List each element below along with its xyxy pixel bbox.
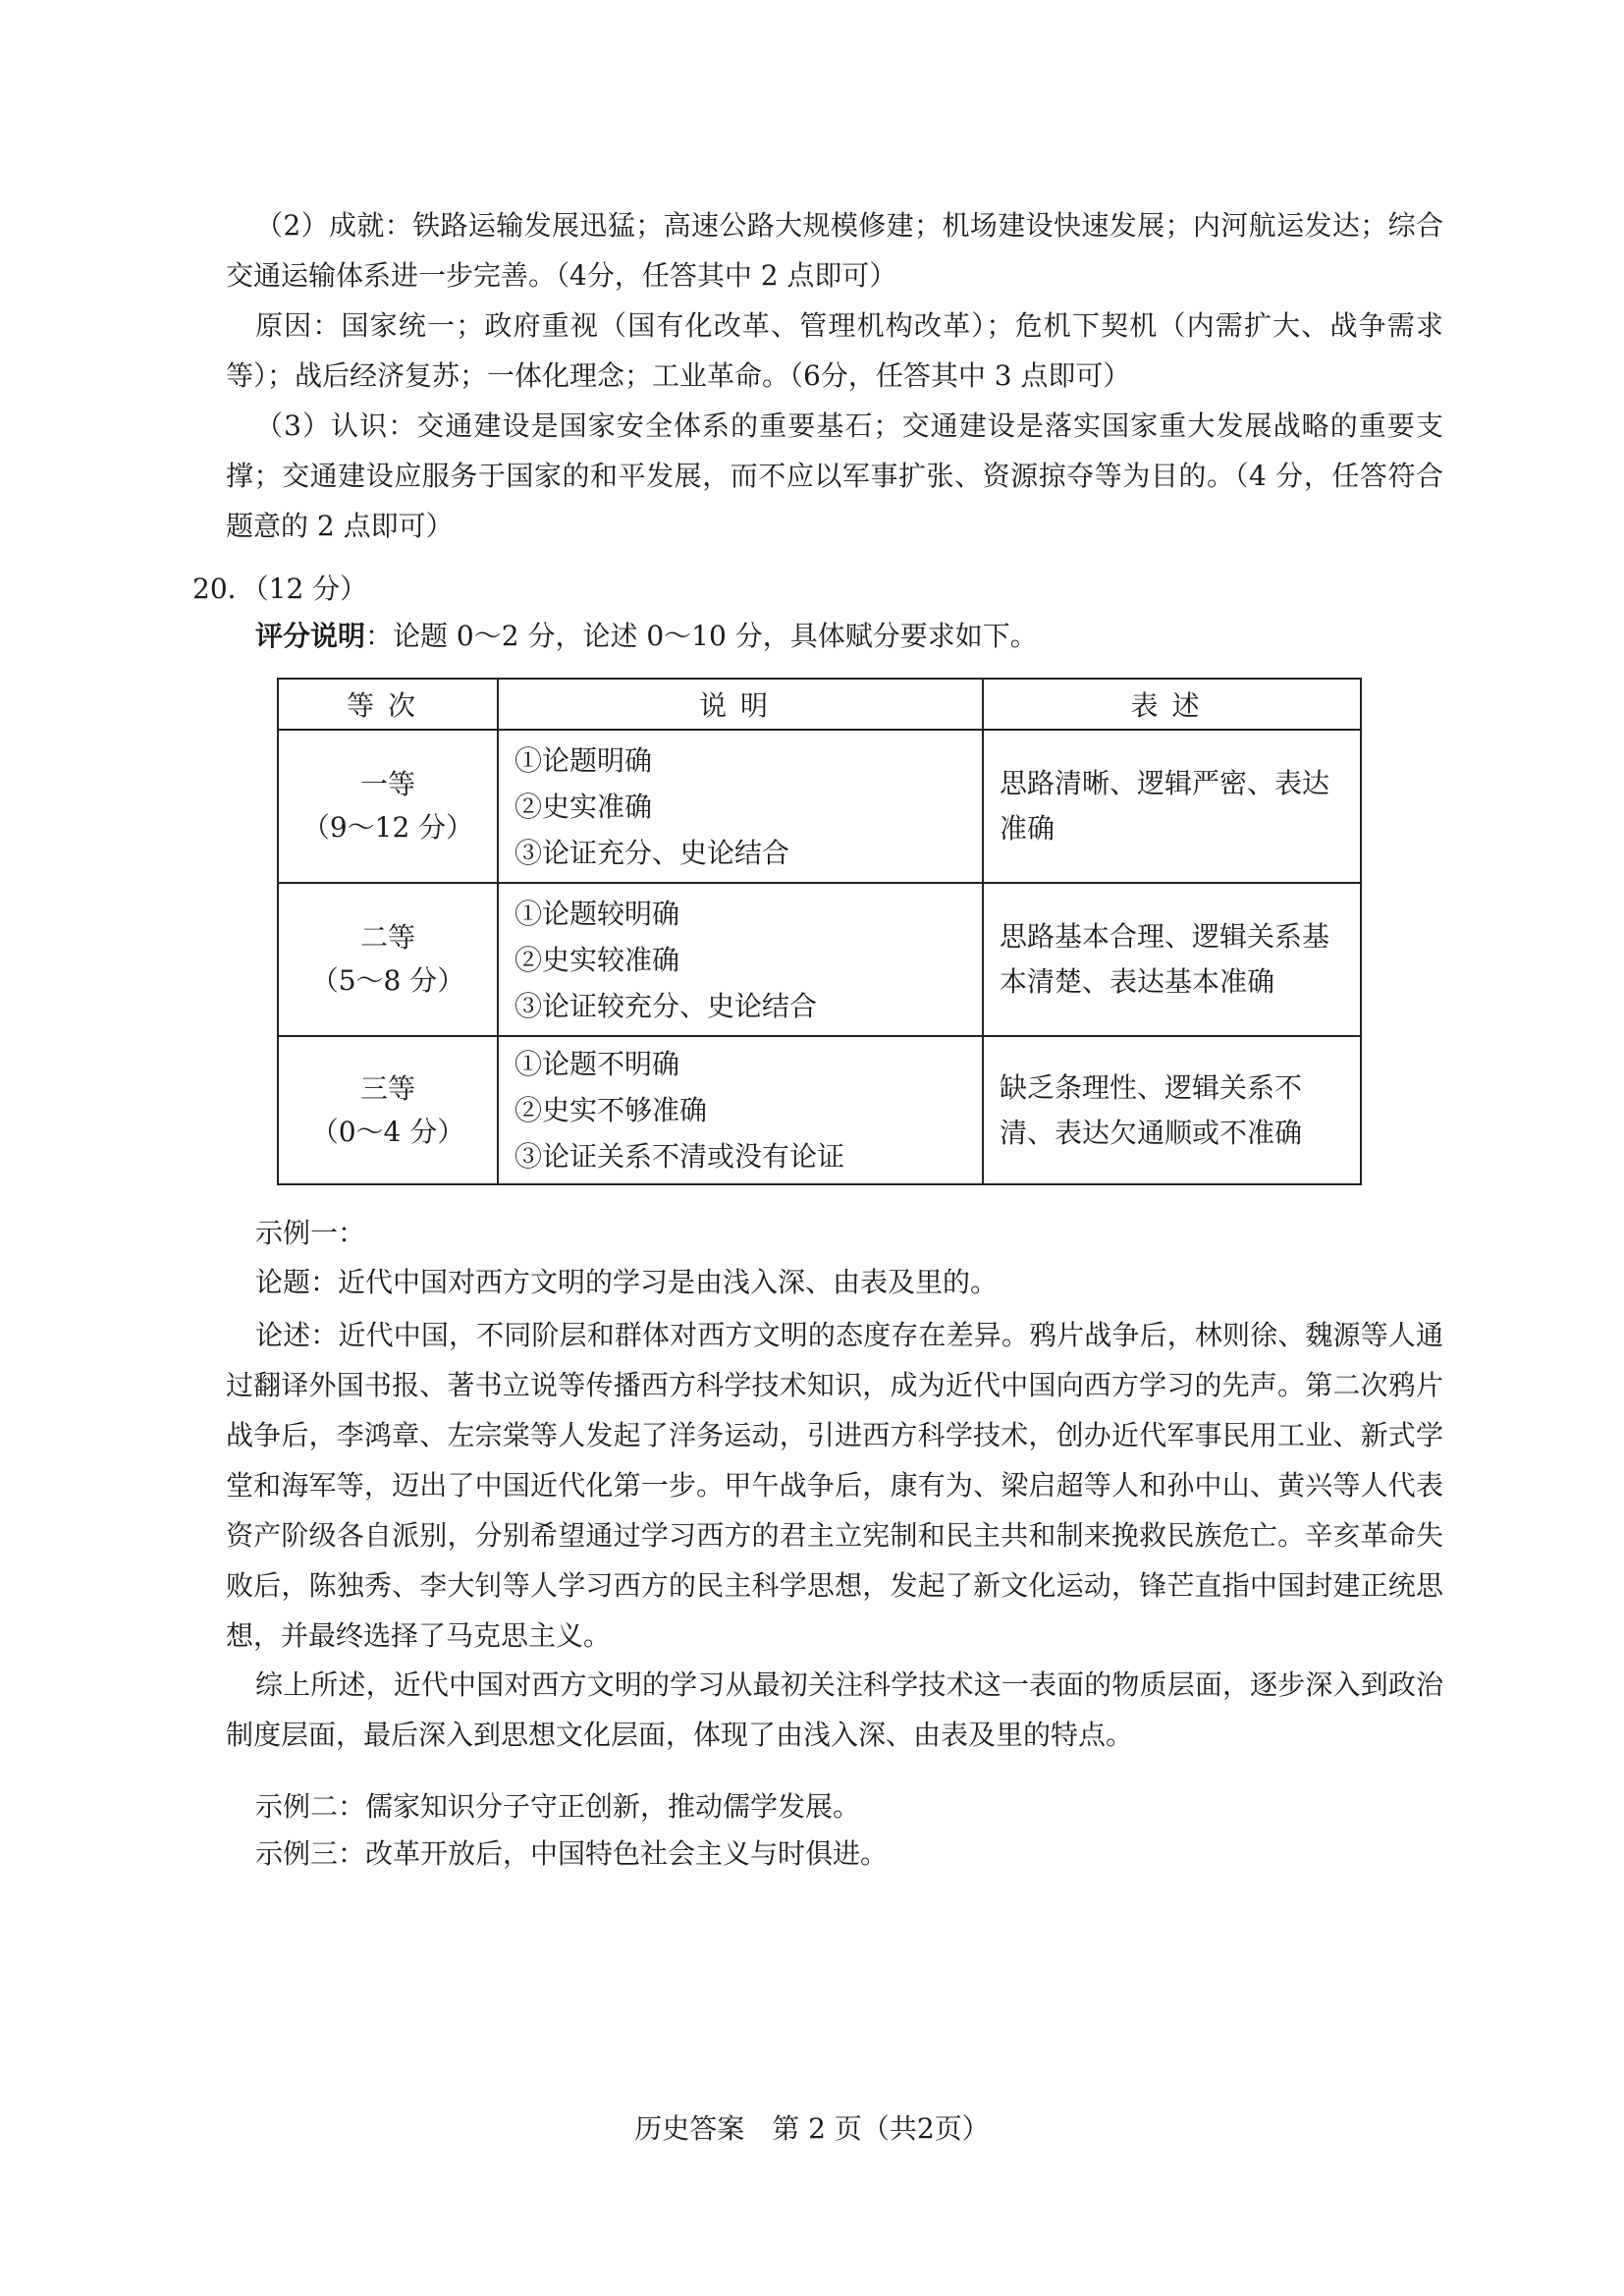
grade-score: （5～8 分）	[310, 964, 465, 997]
grade-level	[278, 883, 498, 1036]
scoring-text: ：论题 0～2 分，论述 0～10 分，具体赋分要求如下。	[365, 620, 1038, 652]
grade-level	[278, 730, 498, 883]
q19-part2-reason: 原因：国家统一；政府重视（国有化改革、管理机构改革）；危机下契机（内需扩大、战争需求等）；战后经济复苏；一体化理念；工业革命。（6分，任答其中 3 点即可）	[226, 309, 1443, 392]
criterion: ③论证充分、史论结合	[514, 836, 790, 869]
header-description: 说明	[498, 679, 983, 730]
q20-scoring-note	[255, 617, 1038, 656]
example3: 示例三：改革开放后，中国特色社会主义与时俱进。	[255, 1837, 889, 1870]
criterion: ②史实不够准确	[514, 1094, 708, 1126]
header-expression: 表述	[983, 679, 1361, 730]
grading-table-header	[278, 679, 1361, 730]
grade-score: （0～4 分）	[310, 1115, 465, 1148]
grade-criteria	[498, 730, 983, 883]
criterion: ①论题明确	[514, 743, 653, 777]
example1-conclusion: 综上所述，近代中国对西方文明的学习从最初关注科学技术这一表面的物质层面，逐步深入到政治制度层面，最后深入到思想文化层面，体现了由浅入深、由表及里的特点。	[226, 1668, 1443, 1751]
page-footer: 历史答案 第 2 页（共2页）	[634, 2112, 990, 2145]
grade-expression: 思路清晰、逻辑严密、表达准确	[983, 730, 1361, 883]
q19-part2-achievement: （2）成就：铁路运输发展迅猛；高速公路大规模修建；机场建设快速发展；内河航运发达；综合交通运输体系进一步完善。（4分，任答其中 2 点即可）	[226, 209, 1443, 292]
criterion: ①论题不明确	[514, 1048, 680, 1080]
grade-name: 三等	[359, 1071, 415, 1105]
criterion: ②史实准确	[514, 790, 653, 823]
criterion: ③论证较充分、史论结合	[514, 989, 818, 1022]
criterion: ①论题较明确	[514, 897, 680, 930]
grade-expression: 思路基本合理、逻辑关系基本清楚、表达基本准确	[983, 883, 1361, 1036]
grade-name: 一等	[359, 768, 415, 800]
grading-table	[277, 678, 1362, 1185]
grade-row-2	[278, 883, 1361, 1036]
example2: 示例二：儒家知识分子守正创新，推动儒学发展。	[255, 1790, 861, 1823]
example1-argument: 论述：近代中国，不同阶层和群体对西方文明的态度存在差异。鸦片战争后，林则徐、魏源等人通过翻译外国书报、著书立说等传播西方科学技术知识，成为近代中国向西方学习的先声。第二次鸦片战争后，李鸿章、左宗棠等人发起了洋务运动，引进西方科学技术，创办近代军事民用工业、新式学堂和海军等，迈出了中国近代化第一步。甲午战争后，康有为、梁启超等人和孙中山、黄兴等人代表资产阶级各自派别，分别希望通过学习西方的君主立宪制和民主共和制来挽救民族危亡。辛亥革命失败后，陈独秀、李大钊等人学习西方的民主科学思想，发起了新文化运动，锋芒直指中国封建正统思想，并最终选择了马克思主义。	[226, 1319, 1443, 1652]
grade-row-1	[278, 730, 1361, 883]
q19-part3-understanding: （3）认识：交通建设是国家安全体系的重要基石；交通建设是落实国家重大发展战略的重要支撑；交通建设应服务于国家的和平发展，而不应以军事扩张、资源掠夺等为目的。（4 分，任答符合题意的 2 点即可）	[226, 410, 1443, 542]
example1-label: 示例一：	[255, 1217, 366, 1249]
grade-name: 二等	[359, 921, 415, 954]
grade-expression: 缺乏条理性、逻辑关系不清、表达欠通顺或不准确	[983, 1036, 1361, 1184]
grade-score: （9～12 分）	[301, 811, 474, 844]
grade-criteria	[498, 883, 983, 1036]
q20-header: 20．（12 分）	[192, 573, 368, 605]
grade-level	[278, 1036, 498, 1184]
header-level: 等次	[278, 679, 498, 730]
grade-criteria	[498, 1036, 983, 1184]
example1-topic: 论题：近代中国对西方文明的学习是由浅入深、由表及里的。	[255, 1266, 999, 1298]
criterion: ②史实较准确	[514, 943, 680, 976]
scoring-label: 评分说明	[255, 620, 366, 652]
criterion: ③论证关系不清或没有论证	[514, 1140, 845, 1173]
grade-row-3	[278, 1036, 1361, 1184]
